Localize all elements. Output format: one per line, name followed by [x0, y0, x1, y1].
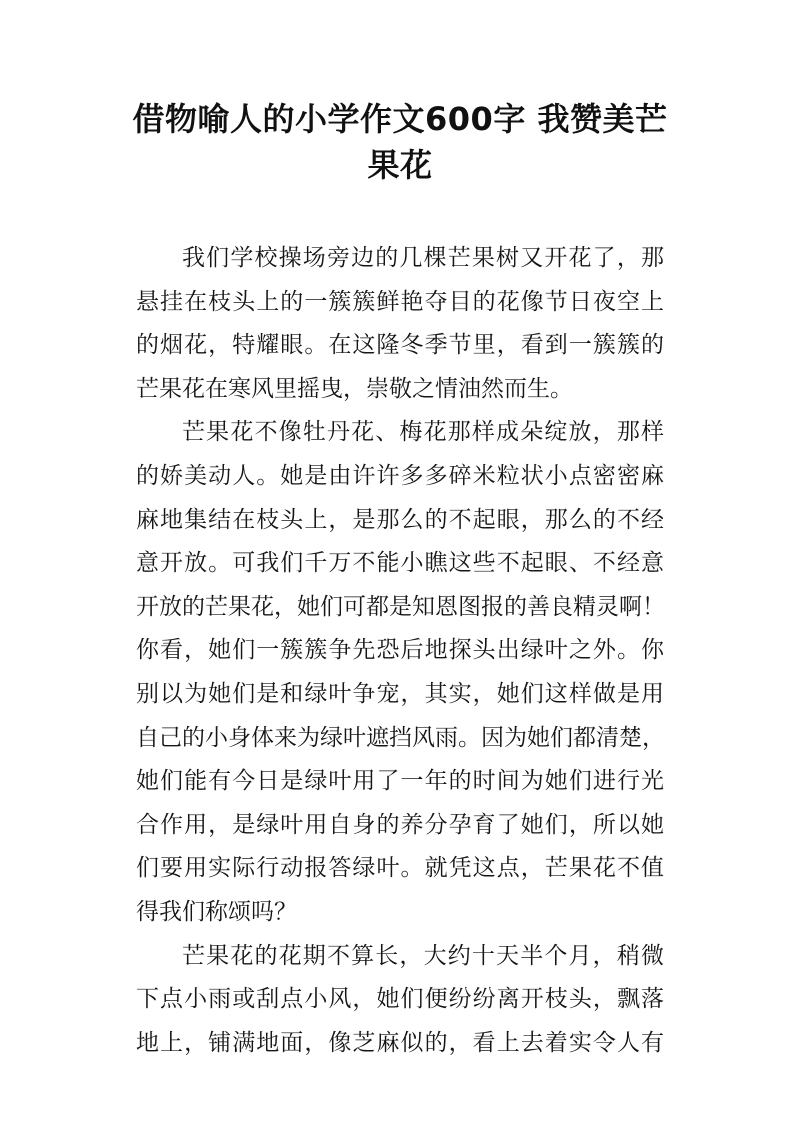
paragraph-2-line-8: 自己的小身体来为绿叶遮挡风雨。因为她们都清楚，: [136, 724, 665, 751]
paragraph-2-line-4: 意开放。可我们千万不能小瞧这些不起眼、不经意: [136, 550, 664, 577]
paragraph-3-line-2: 下点小雨或刮点小风，她们便纷纷离开枝头，飘落: [136, 986, 664, 1013]
paragraph-2-line-11: 们要用实际行动报答绿叶。就凭这点，芒果花不值: [136, 855, 664, 882]
paragraph-2-line-12: 得我们称颂吗？: [136, 898, 297, 925]
paragraph-2-line-10: 合作用，是绿叶用自身的养分孕育了她们，所以她: [136, 811, 664, 838]
paragraph-2-line-2: 的娇美动人。她是由许许多多碎米粒状小点密密麻: [136, 462, 664, 489]
paragraph-1-line-4: 芒果花在寒风里摇曳，崇敬之情油然而生。: [136, 375, 573, 402]
document-title: [120, 96, 680, 188]
title-line-1: 借物喻人的小学作文600字 我赞美芒: [132, 100, 668, 138]
paragraph-3-line-3: 地上，铺满地面，像芝麻似的，看上去着实令人有: [136, 1029, 664, 1056]
paragraph-1-line-3: 的烟花，特耀眼。在这隆冬季节里，看到一簇簇的: [136, 332, 664, 359]
paragraph-1-line-1: 我们学校操场旁边的几棵芒果树又开花了，那: [182, 245, 664, 271]
paragraph-2-line-5: 开放的芒果花，她们可都是知恩图报的善良精灵啊！: [136, 593, 665, 620]
paragraph-1-line-2: 悬挂在枝头上的一簇簇鲜艳夺目的花像节日夜空上: [136, 288, 664, 315]
paragraph-2-line-3: 麻地集结在枝头上，是那么的不起眼，那么的不经: [136, 506, 664, 533]
title-line-2: 果花: [367, 146, 433, 184]
paragraph-2-line-7: 别以为她们是和绿叶争宠，其实，她们这样做是用: [136, 680, 664, 707]
paragraph-2-line-9: 她们能有今日是绿叶用了一年的时间为她们进行光: [136, 768, 664, 795]
paragraph-2-line-6: 你看，她们一簇簇争先恐后地探头出绿叶之外。你: [136, 637, 664, 664]
article-body: [136, 237, 664, 1065]
paragraph-2-line-1: 芒果花不像牡丹花、梅花那样成朵绽放，那样: [182, 419, 664, 446]
paragraph-3-line-1: 芒果花的花期不算长，大约十天半个月，稍微: [182, 942, 664, 969]
